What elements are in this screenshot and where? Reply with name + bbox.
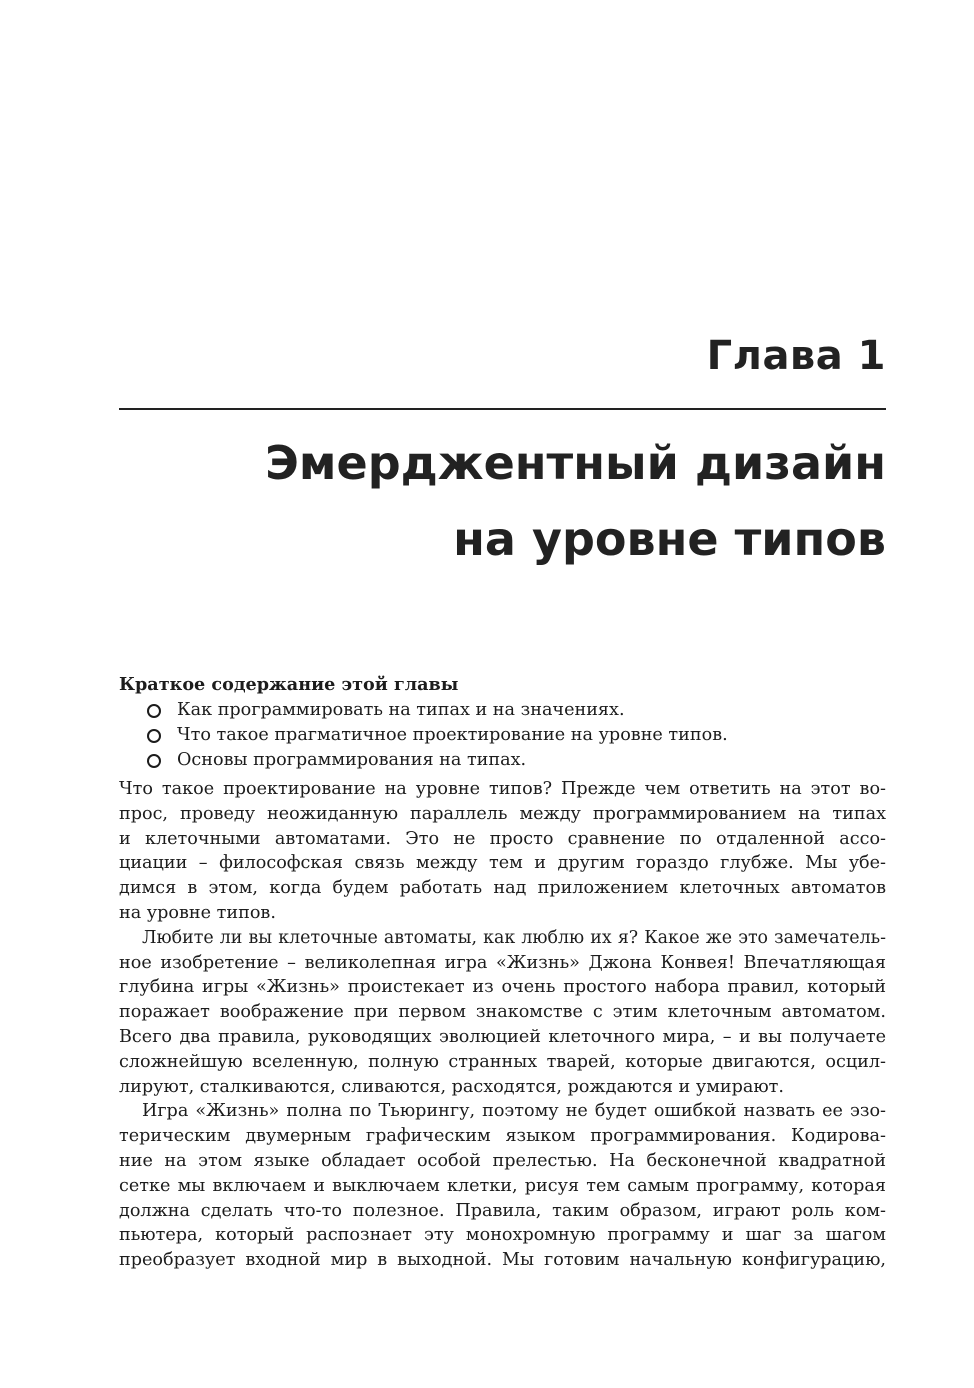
chapter-title bbox=[119, 425, 886, 577]
text-line: лируют, сталкиваются, сливаются, расходятся, рождаются и умирают. bbox=[119, 1076, 785, 1097]
chapter-divider bbox=[119, 408, 886, 410]
text-line: ние на этом языке обладает особой прелестью. На бесконечной квадратной bbox=[119, 1150, 886, 1171]
text-line: Любите ли вы клеточные автоматы, как люблю их я? Какое же это замечатель- bbox=[142, 927, 886, 948]
text-line: терическим двумерным графическим языком программирования. Кодирова- bbox=[119, 1126, 886, 1147]
text-line: Что такое проектирование на уровне типов? Прежде чем ответить на этот во- bbox=[119, 779, 886, 799]
text-line: глубина игры «Жизнь» проистекает из очень простого набора правил, который bbox=[119, 977, 886, 998]
summary-list bbox=[119, 698, 886, 773]
chapter-title-line-1: Эмерджентный дизайн bbox=[265, 436, 886, 490]
text-line: на уровне типов. bbox=[119, 902, 276, 923]
chapter-number: Глава 1 bbox=[706, 333, 886, 379]
circle-bullet-icon bbox=[147, 729, 161, 743]
body-text bbox=[119, 777, 886, 1273]
text-line: пьютера, который распознает эту монохромную программу и шаг за шагом bbox=[119, 1225, 886, 1246]
text-line: димся в этом, когда будем работать над приложением клеточных автоматов bbox=[119, 878, 886, 899]
text-line: сложнейшую вселенную, полную странных тварей, которые двигаются, осцил- bbox=[119, 1051, 886, 1072]
text-line: прос, проведу неожиданную параллель между программированием на типах bbox=[119, 803, 886, 824]
circle-bullet-icon bbox=[147, 704, 161, 718]
summary-item-text: Как программировать на типах и на значениях. bbox=[177, 700, 625, 720]
text-line: ное изобретение – великолепная игра «Жизнь» Джона Конвея! Впечатляющая bbox=[119, 952, 886, 973]
summary-item-text: Что такое прагматичное проектирование на уровне типов. bbox=[177, 725, 728, 745]
text-line: поражает воображение при первом знакомстве с этим клеточным автоматом. bbox=[119, 1002, 886, 1023]
paragraph-cellular-automata bbox=[119, 926, 886, 1100]
text-line: сетке мы включаем и выключаем клетки, рисуя тем самым программу, которая bbox=[119, 1175, 886, 1196]
text-line: и клеточными автоматами. Это не просто сравнение по отдаленной ассо- bbox=[119, 828, 886, 849]
paragraph-intro bbox=[119, 777, 886, 926]
summary-heading: Краткое содержание этой главы bbox=[119, 674, 459, 695]
summary-item bbox=[145, 698, 886, 723]
summary-item bbox=[145, 748, 886, 773]
text-line: циации – философская связь между тем и другим гораздо глубже. Мы убе- bbox=[119, 853, 886, 874]
chapter-content bbox=[119, 672, 886, 1273]
text-line: Всего два правила, руководящих эволюцией клеточного мира, – и вы получаете bbox=[119, 1026, 886, 1047]
text-line: должна сделать что-то полезное. Правила, таким образом, играют роль ком- bbox=[119, 1200, 886, 1221]
circle-bullet-icon bbox=[147, 754, 161, 768]
text-line: преобразует входной мир в выходной. Мы готовим начальную конфигурацию, bbox=[119, 1250, 886, 1271]
chapter-title-line-2: на уровне типов bbox=[453, 512, 886, 566]
text-line: Игра «Жизнь» полна по Тьюрингу, поэтому не будет ошибкой назвать ее эзо- bbox=[142, 1101, 886, 1122]
summary-item bbox=[145, 723, 886, 748]
paragraph-game-of-life bbox=[119, 1099, 886, 1273]
summary-item-text: Основы программирования на типах. bbox=[177, 750, 527, 770]
